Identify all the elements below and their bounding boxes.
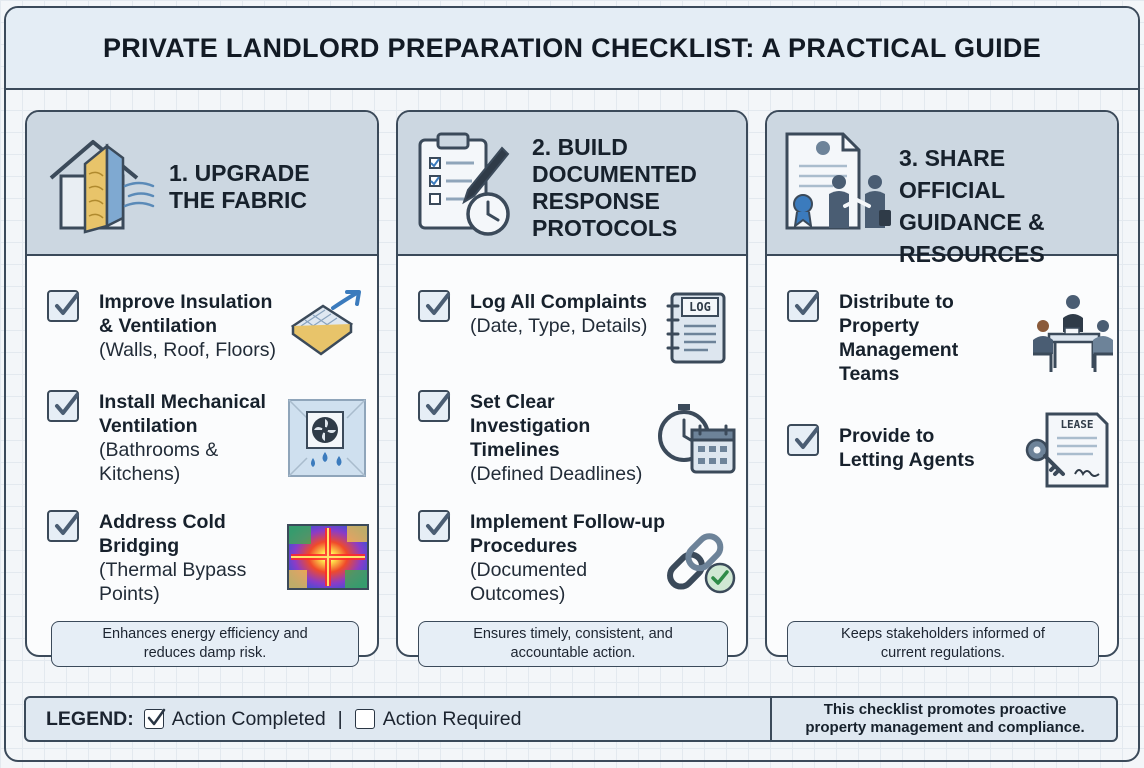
item-title: Install Mechanical Ventilation [99,391,266,437]
item-title: Log All Complaints [470,291,647,313]
page-header [6,8,1138,90]
column-header [398,112,746,256]
column-summary: Ensures timely, consistent, and accountable action. [418,621,728,667]
checkbox-checked-icon [787,290,819,322]
log-book-icon [666,292,728,364]
legend-required-text: Action Required [382,707,522,730]
item-detail: (Bathrooms & Kitchens) [99,439,219,485]
house-insulation-icon [45,134,157,234]
column-title: 2. BUILD DOCUMENTED RESPONSE PROTOCOLS [532,134,697,241]
legend-completed-text: Action Completed [171,707,326,730]
column-response-protocols [396,110,748,661]
column-upgrade-fabric [25,110,379,661]
checkbox-checked-icon [47,290,79,322]
extractor-fan-icon [287,398,367,478]
column-header [767,112,1117,267]
checkbox-checked-icon [418,390,450,422]
checkbox-checked-icon [418,290,450,322]
column-title: 1. UPGRADE THE FABRIC [169,160,310,213]
item-detail: (Date, Type, Details) [470,315,648,337]
column-summary: Enhances energy efficiency and reduces damp risk. [51,621,359,667]
lease-key-icon [1023,410,1111,490]
log-label: LOG [689,300,711,314]
column-official-guidance [765,110,1119,661]
checkbox-checked-icon [418,510,450,542]
certificate-handshake-icon [783,130,893,236]
page-title: PRIVATE LANDLORD PREPARATION CHECKLIST: A PRACTICAL GUIDE [102,32,1042,63]
checkbox-checked-icon [787,424,819,456]
item-title: Implement Follow-up Procedures [470,511,665,557]
legend-separator: | [337,707,343,730]
clipboard-pen-clock-icon [414,130,514,240]
checkbox-checked-icon [47,390,79,422]
legend-checked-icon [144,709,164,729]
item-detail: (Thermal Bypass Points) [99,559,247,605]
item-title: Improve Insulation & Ventilation [99,291,273,337]
item-title: Address Cold Bridging [99,511,226,557]
column-summary: Keeps stakeholders informed of current regulations. [787,621,1099,667]
legend-empty-icon [355,709,375,729]
item-title: Set Clear Investigation Timelines [470,391,591,461]
item-title: Distribute to Property Management Teams [839,291,959,385]
chain-link-check-icon [658,520,740,600]
thermal-image-icon [287,524,369,590]
lease-label: LEASE [1060,418,1094,431]
meeting-team-icon [1027,290,1119,378]
insulation-roll-icon [289,290,365,360]
column-header [27,112,377,256]
stopwatch-calendar-icon [656,402,738,478]
column-title: 3. SHARE OFFICIAL GUIDANCE & RESOURCES [899,145,1045,267]
item-detail: (Documented Outcomes) [470,559,588,605]
legend-note: This checklist promotes proactive property management and compliance. [805,701,1085,736]
checkbox-checked-icon [47,510,79,542]
item-title: Provide to Letting Agents [839,425,975,471]
legend-divider [770,698,772,740]
legend-label: LEGEND: [46,707,134,730]
item-detail: (Walls, Roof, Floors) [99,339,276,361]
legend-bar [24,696,1118,742]
item-detail: (Defined Deadlines) [470,463,643,485]
